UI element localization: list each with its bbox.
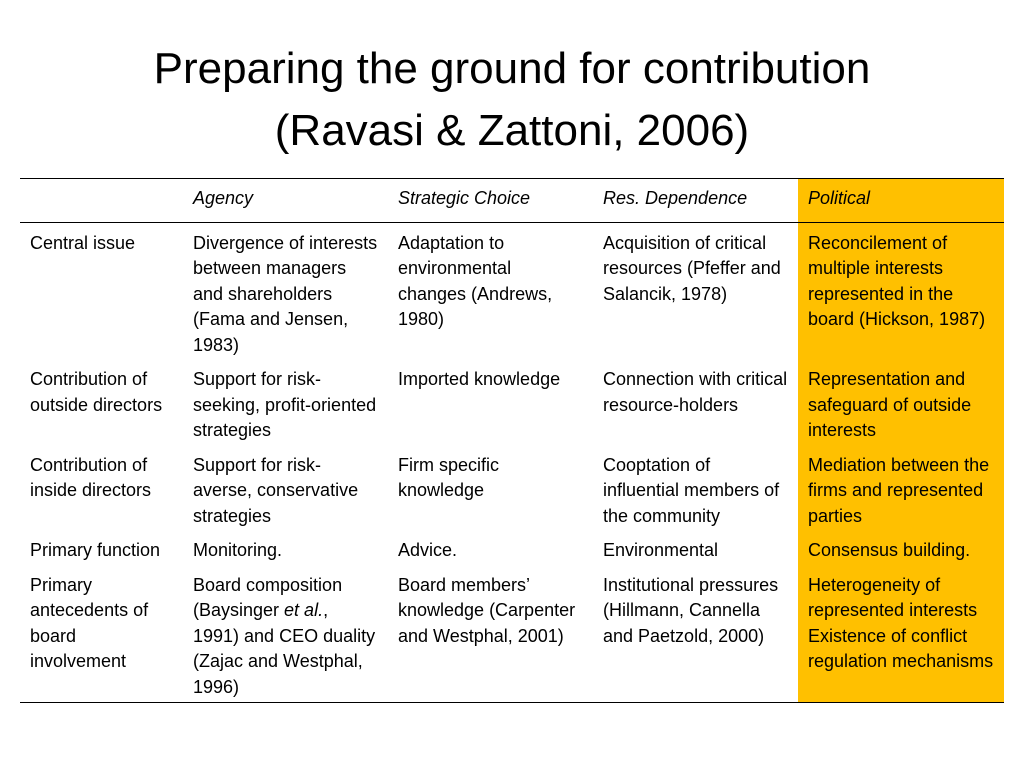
cell-political: Consensus building. bbox=[798, 538, 1004, 573]
cell-strategic-choice: Firm specific knowledge bbox=[398, 454, 500, 500]
table-row bbox=[20, 573, 1004, 703]
cell-agency: Support for risk-averse, conservative strategies bbox=[193, 454, 359, 526]
political-line: Heterogeneity of represented interests bbox=[808, 574, 978, 620]
cell-agency: Divergence of interests between managers and shareholders (Fama and Jensen, 1983) bbox=[193, 232, 378, 355]
header-political: Political bbox=[798, 179, 1004, 223]
row-label: Primary antecedents of board involvement bbox=[20, 573, 183, 703]
agency-text-italic: et al. bbox=[284, 600, 324, 620]
agency-text-part: , 1991) and CEO duality (Zajac and Westphal, 1996) bbox=[193, 600, 376, 697]
table-header-row bbox=[20, 179, 1004, 223]
cell-res-dependence: Acquisition of critical resources (Pfeffer and Salancik, 1978) bbox=[603, 232, 781, 304]
cell-strategic-choice: Board members’ knowledge (Carpenter and Westphal, 2001) bbox=[388, 573, 593, 703]
cell-strategic-choice: Imported knowledge bbox=[398, 369, 561, 389]
cell-political: Mediation between the firms and represented parties bbox=[798, 453, 1004, 539]
cell-strategic-choice: Adaptation to environmental changes (Andrews, 1980) bbox=[398, 232, 553, 329]
header-strategic-choice: Strategic Choice bbox=[388, 179, 593, 223]
table-row bbox=[20, 367, 1004, 453]
row-label: Primary function bbox=[30, 540, 161, 560]
row-label: Central issue bbox=[30, 232, 136, 253]
agency-text-part: Board composition (Baysinger bbox=[193, 574, 343, 620]
table-row bbox=[20, 222, 1004, 367]
header-empty bbox=[20, 179, 183, 223]
header-agency: Agency bbox=[183, 179, 388, 223]
cell-political bbox=[798, 573, 1004, 703]
table-row bbox=[20, 453, 1004, 539]
cell-agency: Monitoring. bbox=[193, 540, 283, 560]
slide-title bbox=[0, 38, 1024, 162]
slide-title-line-2: (Ravasi & Zattoni, 2006) bbox=[274, 106, 750, 155]
row-label: Contribution of inside directors bbox=[30, 454, 152, 500]
cell-political: Representation and safeguard of outside interests bbox=[798, 367, 1004, 453]
row-label: Contribution of outside directors bbox=[30, 369, 163, 415]
cell-agency bbox=[183, 573, 388, 703]
cell-res-dependence: Environmental bbox=[603, 540, 719, 560]
cell-res-dependence: Connection with critical resource-holders bbox=[603, 369, 788, 415]
table-row bbox=[20, 538, 1004, 573]
cell-res-dependence: Cooptation of influential members of the community bbox=[603, 454, 780, 526]
cell-strategic-choice: Advice. bbox=[398, 540, 458, 560]
theories-comparison-table bbox=[20, 178, 1004, 703]
slide-title-line-1: Preparing the ground for contribution bbox=[153, 44, 871, 93]
political-line: Existence of conflict regulation mechanisms bbox=[808, 625, 994, 671]
header-res-dependence: Res. Dependence bbox=[593, 179, 798, 223]
cell-political: Reconcilement of multiple interests represented in the board (Hickson, 1987) bbox=[798, 222, 1004, 367]
cell-agency: Support for risk-seeking, profit-oriented strategies bbox=[193, 369, 377, 440]
cell-res-dependence: Institutional pressures (Hillmann, Cannella and Paetzold, 2000) bbox=[593, 573, 798, 703]
